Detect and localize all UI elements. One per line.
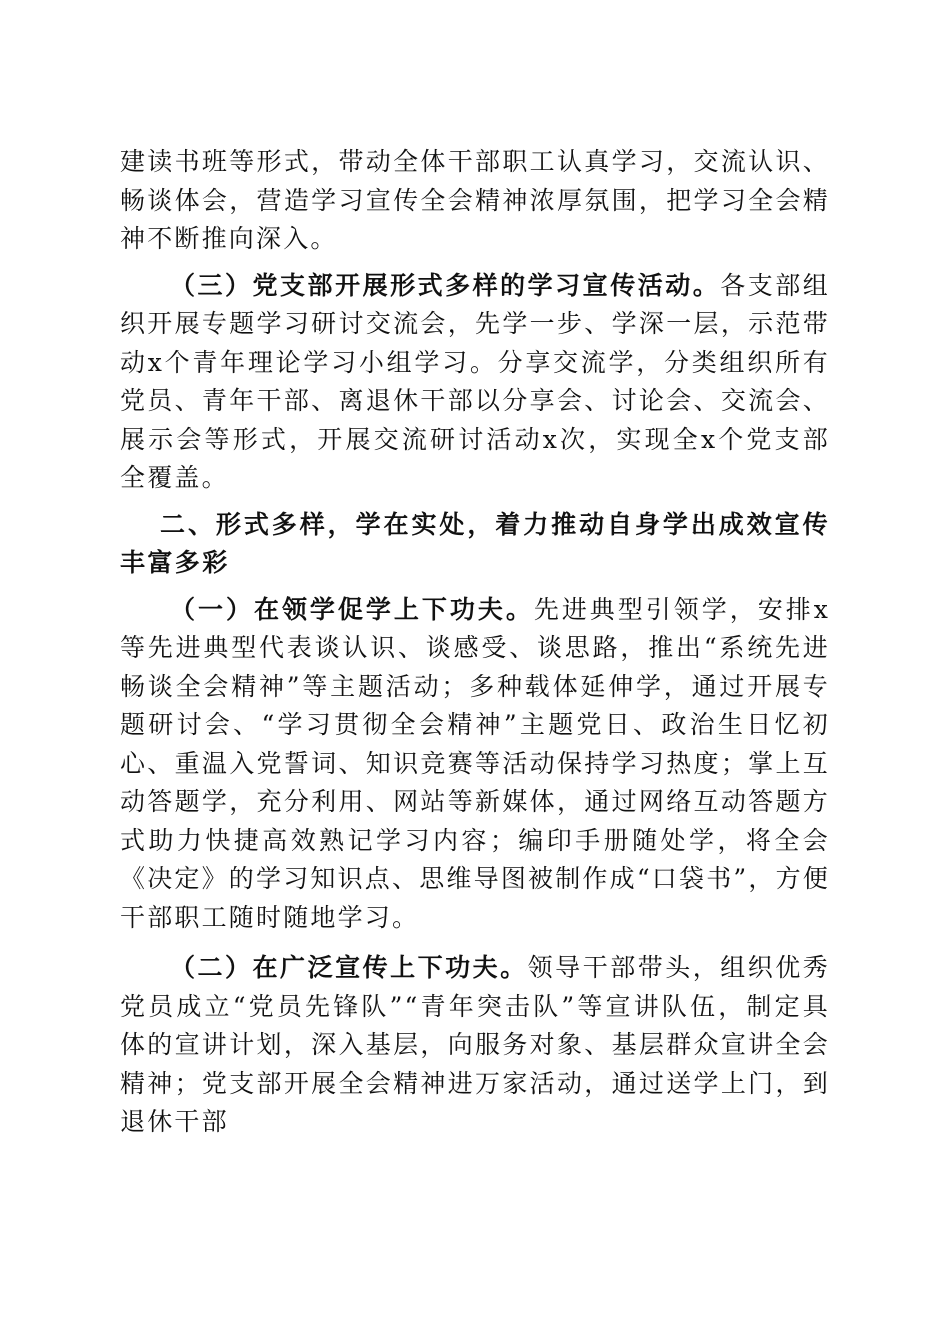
section-heading-2: 二、形式多样，学在实处，着力推动自身学出成效宣传丰富多彩 <box>120 509 830 577</box>
paragraph-text: 先进典型引领学，安排x等先进典型代表谈认识、谈感受、谈思路，推出“系统先进畅谈全会精神”等主题活动；多种载体延伸学，通过开展专题研讨会、“学习贯彻全会精神”主题党日、政治生日忆初心、重温入党誓词、知识竞赛等活动保持学习热度；掌上互动答题学，充分利用、网站等新媒体，通过网络互动答题方式助力快捷高效熟记学习内容；编印手册随处学，将全会《决定》的学习知识点、思维导图被制作成“口袋书”，方便干部职工随时随地学习。 <box>120 594 830 932</box>
document-body <box>120 143 830 1142</box>
paragraph-section-3 <box>120 267 830 498</box>
paragraph-section-2-2 <box>120 949 830 1142</box>
paragraph-text: 建读书班等形式，带动全体干部职工认真学习，交流认识、畅谈体会，营造学习宣传全会精神浓厚氛围，把学习全会精神不断推向深入。 <box>120 147 830 253</box>
paragraph-lead: （一）在领学促学上下功夫。 <box>170 594 534 624</box>
paragraph-section-2-1 <box>120 591 830 938</box>
paragraph-text: 各支部组织开展专题学习研讨交流会，先学一步、学深一层，示范带动x个青年理论学习小组学习。分享交流学，分类组织所有党员、青年干部、离退休干部以分享会、讨论会、交流会、展示会等形式，开展交流研讨活动x次，实现全x个党支部全覆盖。 <box>120 270 830 492</box>
paragraph-text: 领导干部带头，组织优秀党员成立“党员先锋队”“青年突击队”等宣讲队伍，制定具体的宣讲计划，深入基层，向服务对象、基层群众宣讲全会精神；党支部开展全会精神进万家活动，通过送学上门，到退休干部 <box>120 953 830 1136</box>
paragraph-continuation <box>120 143 830 259</box>
paragraph-lead: （三）党支部开展形式多样的学习宣传活动。 <box>170 270 721 300</box>
paragraph-lead: （二）在广泛宣传上下功夫。 <box>170 953 528 982</box>
